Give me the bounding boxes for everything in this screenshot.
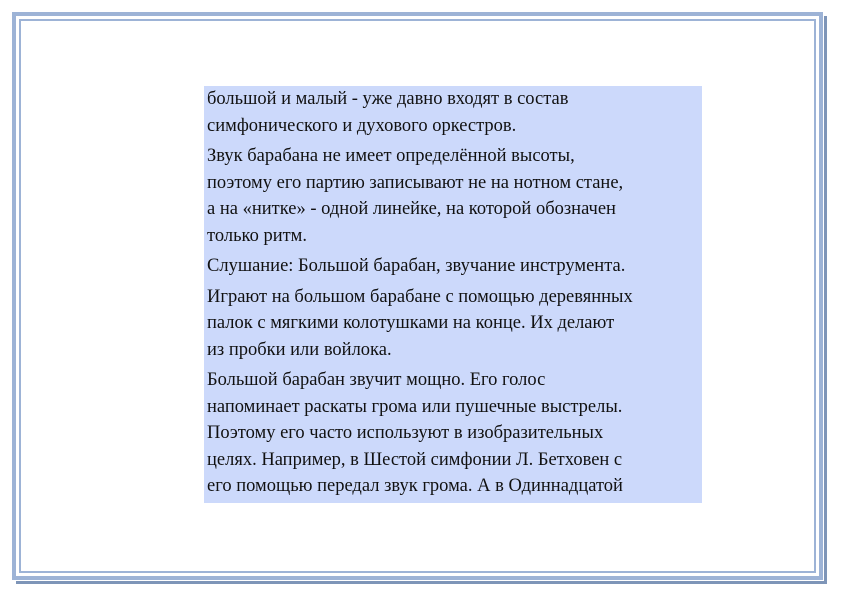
text-block [204,86,702,503]
paragraph-1: большой и малый - уже давно входят в состав симфонического и духового оркестров. [207,89,569,136]
paragraph-4: Играют на большом барабане с помощью деревянных палок с мягкими колотушками на конце. Их делают из пробки или войлока. [207,286,633,360]
paragraph-3: Слушание: Большой барабан, звучание инструмента. [207,256,626,276]
paragraph-2: Звук барабана не имеет определённой высоты, поэтому его партию записывают не на нотном стане, а на «нитке» - одной линейке, на которой обозначен только ритм. [207,146,624,246]
paragraph-5: Большой барабан звучит мощно. Его голос напоминает раскаты грома или пушечные выстрелы. Поэтому его часто используют в изобразительных целях. Например, в Шестой симфонии Л. Бетховен с его помощью передал звук грома. А в Одиннадцатой [207,370,623,496]
